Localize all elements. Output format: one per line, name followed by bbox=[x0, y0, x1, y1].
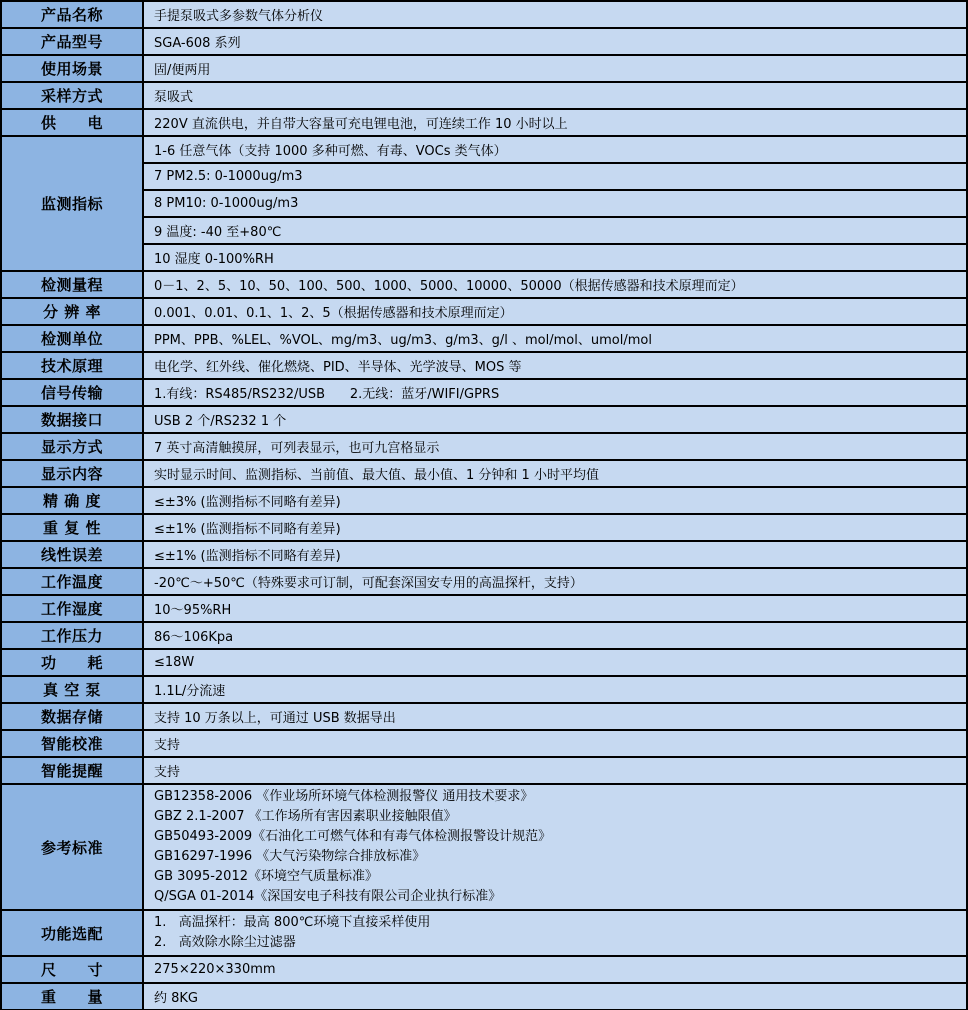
spec-row-value: ≤18W bbox=[143, 649, 967, 676]
spec-row-label: 检测量程 bbox=[1, 271, 143, 298]
spec-row-value: 电化学、红外线、催化燃烧、PID、半导体、光学波导、MOS 等 bbox=[143, 352, 967, 379]
spec-row-label: 重 量 bbox=[1, 983, 143, 1010]
spec-row bbox=[1, 514, 967, 541]
spec-row-label: 使用场景 bbox=[1, 55, 143, 82]
spec-row-label: 监测指标 bbox=[1, 136, 143, 271]
spec-row-value: ≤±3% (监测指标不同略有差异) bbox=[143, 487, 967, 514]
spec-row-label: 工作湿度 bbox=[1, 595, 143, 622]
spec-row-label: 尺 寸 bbox=[1, 956, 143, 983]
spec-row bbox=[1, 956, 967, 983]
spec-row-label: 分 辨 率 bbox=[1, 298, 143, 325]
spec-row bbox=[1, 352, 967, 379]
spec-row-value: -20℃～+50℃（特殊要求可订制，可配套深国安专用的高温探杆，支持） bbox=[143, 568, 967, 595]
spec-row bbox=[1, 217, 967, 244]
spec-row-value: 实时显示时间、监测指标、当前值、最大值、最小值、1 分钟和 1 小时平均值 bbox=[143, 460, 967, 487]
spec-row bbox=[1, 595, 967, 622]
spec-row-label: 数据存储 bbox=[1, 703, 143, 730]
spec-row bbox=[1, 784, 967, 910]
spec-row bbox=[1, 487, 967, 514]
spec-value-line: GB 3095-2012《环境空气质量标准》 bbox=[154, 869, 378, 884]
spec-row-label: 精 确 度 bbox=[1, 487, 143, 514]
spec-row bbox=[1, 676, 967, 703]
spec-row-label: 功能选配 bbox=[1, 910, 143, 956]
spec-row bbox=[1, 983, 967, 1010]
spec-row bbox=[1, 1, 967, 28]
spec-value-line: GB16297-1996 《大气污染物综合排放标准》 bbox=[154, 849, 426, 864]
spec-row-label: 智能校准 bbox=[1, 730, 143, 757]
spec-row-value: 10 湿度 0-100%RH bbox=[143, 244, 967, 271]
spec-row-value: 手提泵吸式多参数气体分析仪 bbox=[143, 1, 967, 28]
spec-row bbox=[1, 649, 967, 676]
spec-row-label: 检测单位 bbox=[1, 325, 143, 352]
spec-row bbox=[1, 190, 967, 217]
spec-row-value: 支持 bbox=[143, 730, 967, 757]
spec-row-label: 产品名称 bbox=[1, 1, 143, 28]
spec-row bbox=[1, 730, 967, 757]
spec-row-value: 275×220×330mm bbox=[143, 956, 967, 983]
spec-row-label: 智能提醒 bbox=[1, 757, 143, 784]
spec-row-value: 约 8KG bbox=[143, 983, 967, 1010]
spec-row-label: 供 电 bbox=[1, 109, 143, 136]
spec-row-value: USB 2 个/RS232 1 个 bbox=[143, 406, 967, 433]
spec-row-label: 工作压力 bbox=[1, 622, 143, 649]
spec-row-label: 参考标准 bbox=[1, 784, 143, 910]
spec-row bbox=[1, 325, 967, 352]
spec-row bbox=[1, 568, 967, 595]
spec-row bbox=[1, 460, 967, 487]
spec-row-value: 支持 10 万条以上，可通过 USB 数据导出 bbox=[143, 703, 967, 730]
spec-row-value: ≤±1% (监测指标不同略有差异) bbox=[143, 541, 967, 568]
spec-row bbox=[1, 55, 967, 82]
spec-value-line: GB50493-2009《石油化工可燃气体和有毒气体检测报警设计规范》 bbox=[154, 829, 552, 844]
spec-row bbox=[1, 163, 967, 190]
spec-row bbox=[1, 622, 967, 649]
spec-row-label: 功 耗 bbox=[1, 649, 143, 676]
spec-row bbox=[1, 244, 967, 271]
spec-row-value: 1.有线：RS485/RS232/USB 2.无线：蓝牙/WIFI/GPRS bbox=[143, 379, 967, 406]
spec-row bbox=[1, 82, 967, 109]
spec-row bbox=[1, 406, 967, 433]
spec-value-line: 1. 高温探杆：最高 800℃环境下直接采样使用 bbox=[154, 915, 431, 930]
spec-row bbox=[1, 910, 967, 956]
spec-row-label: 技术原理 bbox=[1, 352, 143, 379]
spec-row-value: 1-6 任意气体（支持 1000 多种可燃、有毒、VOCs 类气体） bbox=[143, 136, 967, 163]
spec-row-value: 支持 bbox=[143, 757, 967, 784]
spec-row-value: 7 PM2.5: 0-1000ug/m3 bbox=[143, 163, 967, 190]
spec-row-label: 显示内容 bbox=[1, 460, 143, 487]
spec-table-body bbox=[1, 1, 967, 1010]
spec-row-value: ≤±1% (监测指标不同略有差异) bbox=[143, 514, 967, 541]
spec-row-value: 1.1L/分流速 bbox=[143, 676, 967, 703]
spec-row-label: 产品型号 bbox=[1, 28, 143, 55]
spec-row bbox=[1, 271, 967, 298]
spec-row-label: 信号传输 bbox=[1, 379, 143, 406]
spec-row-value: 86～106Kpa bbox=[143, 622, 967, 649]
spec-row bbox=[1, 757, 967, 784]
spec-row bbox=[1, 433, 967, 460]
spec-row-label: 工作温度 bbox=[1, 568, 143, 595]
spec-row bbox=[1, 136, 967, 163]
spec-row-value: 9 温度: -40 至+80℃ bbox=[143, 217, 967, 244]
spec-row-label: 显示方式 bbox=[1, 433, 143, 460]
spec-value-line: 2. 高效除水除尘过滤器 bbox=[154, 935, 296, 950]
spec-row bbox=[1, 703, 967, 730]
spec-row-value: 固/便两用 bbox=[143, 55, 967, 82]
spec-row-label: 真 空 泵 bbox=[1, 676, 143, 703]
spec-row-value: PPM、PPB、%LEL、%VOL、mg/m3、ug/m3、g/m3、g/l 、mol/mol、umol/mol bbox=[143, 325, 967, 352]
spec-row-value: SGA-608 系列 bbox=[143, 28, 967, 55]
spec-value-line: GB12358-2006 《作业场所环境气体检测报警仪 通用技术要求》 bbox=[154, 789, 534, 804]
spec-row-value: 8 PM10: 0-1000ug/m3 bbox=[143, 190, 967, 217]
spec-row-value: 7 英寸高清触摸屏，可列表显示，也可九宫格显示 bbox=[143, 433, 967, 460]
spec-row-value: 泵吸式 bbox=[143, 82, 967, 109]
spec-row-label: 线性误差 bbox=[1, 541, 143, 568]
spec-row bbox=[1, 28, 967, 55]
spec-row-value bbox=[143, 910, 967, 956]
spec-row-label: 数据接口 bbox=[1, 406, 143, 433]
spec-row bbox=[1, 298, 967, 325]
spec-row bbox=[1, 109, 967, 136]
spec-row-label: 重 复 性 bbox=[1, 514, 143, 541]
spec-row-value: 10～95%RH bbox=[143, 595, 967, 622]
spec-row-value: 220V 直流供电，并自带大容量可充电锂电池，可连续工作 10 小时以上 bbox=[143, 109, 967, 136]
spec-value-line: Q/SGA 01-2014《深国安电子科技有限公司企业执行标准》 bbox=[154, 889, 502, 904]
spec-row-value: 0.001、0.01、0.1、1、2、5（根据传感器和技术原理而定） bbox=[143, 298, 967, 325]
spec-row bbox=[1, 379, 967, 406]
spec-row bbox=[1, 541, 967, 568]
spec-row-value: 0－1、2、5、10、50、100、500、1000、5000、10000、50000（根据传感器和技术原理而定） bbox=[143, 271, 967, 298]
spec-row-label: 采样方式 bbox=[1, 82, 143, 109]
spec-value-line: GBZ 2.1-2007 《工作场所有害因素职业接触限值》 bbox=[154, 809, 457, 824]
spec-row-value bbox=[143, 784, 967, 910]
